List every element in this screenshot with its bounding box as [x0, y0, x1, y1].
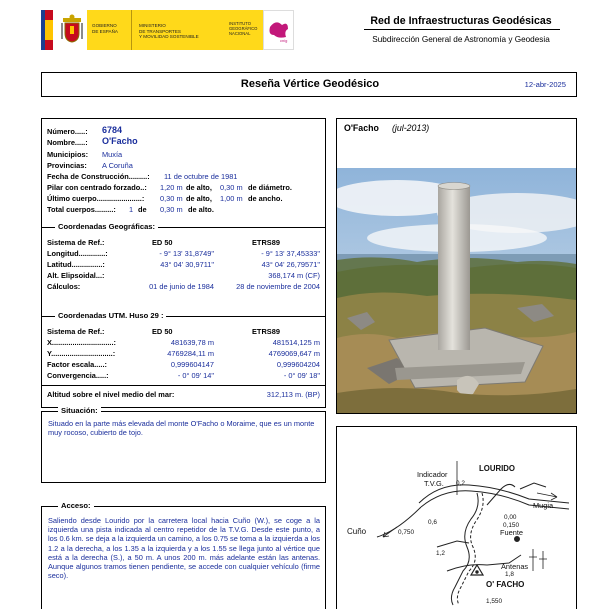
total-de-text: de	[138, 205, 147, 214]
ultimo-alto: 0,30 m	[160, 194, 183, 203]
geo-col-ed50: ED 50	[152, 238, 173, 247]
acceso-text: Saliendo desde Lourido por la carretera local hacia Cuño (W.), se coge a la izquierda una pista indicada al centro repetidor de la T.V.G. Desde este punto, a los 0.6 km. se deja a la izquierda un camino, a los 0.75 se toma a la izquierda a los 1.2 a la derecha, a los 1.35 a la izquierda y a los 1.55 se llega junto al vértice que está a la derecha (S.), a 50 m. A unos 200 m. más adelante están las antenas. Aunque algunos tramos tienen pendiente, se accede con cualquier vehículo (firme seco).	[48, 516, 320, 581]
provincias-value: A Coruña	[102, 161, 133, 170]
situacion-text: Situado en la parte más elevada del monte O'Facho o Moraime, que es un monte muy rocoso, cubierto de tojo.	[48, 419, 315, 438]
geo-sistema-label: Sistema de Ref.:	[47, 238, 105, 247]
convergencia-label: Convergencia.....:	[47, 371, 109, 380]
sketch-d0750: 0,750	[398, 529, 414, 536]
access-sketch	[337, 427, 576, 609]
utm-y-ed50: 4769284,11 m	[167, 349, 214, 358]
geo-col-etrs89: ETRS89	[252, 238, 280, 247]
sketch-d18: 1,8	[505, 571, 514, 578]
utm-y-label: Y..............................:	[47, 349, 116, 358]
municipios-value: Muxía	[102, 150, 123, 159]
ministry-line-3: Y MOVILIDAD SOSTENIBLE	[139, 34, 199, 40]
vertex-photo	[337, 168, 576, 413]
ultimo-alto-text: de alto,	[186, 194, 212, 203]
sketch-fuente: Fuente	[500, 528, 524, 537]
utm-x-label: X..............................:	[47, 338, 116, 347]
network-subtitle: Subdirección General de Astronomía y Geodesia	[372, 35, 550, 44]
latitud-etrs89: 43° 04' 26,79571"	[261, 260, 320, 269]
pilar-label: Pilar con centrado forzado..:	[47, 183, 147, 192]
fecha-label: Fecha de Construcción.........:	[47, 172, 150, 181]
calculos-label: Cálculos:	[47, 282, 81, 291]
sketch-tvg: T.V.G.	[424, 479, 444, 488]
gov-gobierno: GOBIERNO	[92, 23, 117, 28]
utm-col-ed50: ED 50	[152, 327, 173, 336]
institute-line-2: GEOGRÁFICO	[229, 26, 258, 32]
pilar-diametro-text: de diámetro.	[248, 183, 292, 192]
nombre-value: O'Facho	[102, 136, 138, 146]
spain-flag-icon	[41, 10, 53, 50]
ultimo-ancho-text: de ancho.	[248, 194, 283, 203]
calculos-ed50: 01 de junio de 1984	[149, 282, 214, 291]
report-date: 12-abr-2025	[524, 80, 566, 89]
longitud-etrs89: - 9° 13' 37,45333"	[261, 249, 320, 258]
report-title: Reseña Vértice Geodésico	[240, 78, 380, 90]
cnig-logo-text: cnig	[280, 38, 288, 43]
utm-y-etrs89: 4769069,647 m	[268, 349, 320, 358]
sketch-d0150: 0,150	[503, 522, 519, 529]
utm-section-title: Coordenadas UTM. Huso 29 :	[55, 311, 166, 320]
utm-col-etrs89: ETRS89	[252, 327, 280, 336]
alt-elipsoidal-etrs89: 368,174 m (CF)	[268, 271, 320, 280]
sketch-d12: 1,2	[436, 550, 445, 557]
ultimo-ancho: 1,00 m	[220, 194, 243, 203]
altitud-value: 312,113 m. (BP)	[266, 390, 320, 399]
ministry-line-1: MINISTERIO	[139, 23, 166, 28]
factor-escala-label: Factor escala.....:	[47, 360, 107, 369]
photo-vertex-name: O'Facho	[344, 123, 379, 133]
sketch-cuno: Cuño	[347, 527, 367, 536]
total-label: Total cuerpos.........:	[47, 205, 116, 214]
total-alto: 0,30 m	[160, 205, 183, 214]
sketch-indicador: Indicador	[417, 470, 448, 479]
sketch-antenas: Antenas	[501, 562, 529, 571]
numero-value: 6784	[102, 125, 123, 135]
municipios-label: Municipios:	[47, 150, 89, 159]
sketch-d06: 0,6	[428, 519, 437, 526]
convergencia-ed50: - 0° 09' 14"	[177, 371, 214, 380]
sketch-d1550: 1,550	[486, 598, 502, 605]
photo-date: (jul-2013)	[392, 123, 430, 133]
longitud-ed50: - 9° 13' 31,8749"	[159, 249, 214, 258]
pilar-alto-text: de alto,	[186, 183, 212, 192]
total-cuerpos: 1	[129, 205, 134, 214]
sketch-ofacho: O' FACHO	[486, 580, 525, 589]
latitud-ed50: 43° 04' 30,9711"	[160, 260, 214, 269]
alt-elipsoidal-label: Alt. Elipsoidal...:	[47, 271, 105, 280]
numero-label: Número.....:	[47, 127, 88, 136]
convergencia-etrs89: - 0° 09' 18"	[283, 371, 320, 380]
factor-escala-etrs89: 0,999604204	[276, 360, 320, 369]
longitud-label: Longitud.............:	[47, 249, 108, 258]
geo-section-title: Coordenadas Geográficas:	[55, 222, 158, 231]
institute-line-3: NACIONAL	[229, 31, 251, 37]
pilar-alto: 1,20 m	[160, 183, 183, 192]
network-title: Red de Infraestructuras Geodésicas	[370, 15, 552, 27]
acceso-section-title: Acceso:	[58, 501, 94, 510]
sketch-mugia: Mugia	[533, 501, 554, 510]
pilar-diametro: 0,30 m	[220, 183, 243, 192]
header-logos	[41, 8, 294, 54]
header-rule	[364, 29, 560, 30]
situacion-section-rule	[104, 411, 114, 412]
total-alto-text: de alto.	[188, 205, 214, 214]
report-title-box	[41, 72, 577, 97]
nombre-label: Nombre.....:	[47, 138, 88, 147]
sketch-d02: 0,2	[456, 480, 465, 487]
utm-sistema-label: Sistema de Ref.:	[47, 327, 105, 336]
institute-line-1: INSTITUTO	[229, 21, 252, 26]
factor-escala-ed50: 0,999604147	[170, 360, 214, 369]
fecha-value: 11 de octubre de 1981	[164, 172, 238, 181]
gov-espana: DE ESPAÑA	[92, 28, 118, 34]
provincias-label: Provincias:	[47, 161, 87, 170]
sketch-d000: 0,00	[504, 514, 517, 521]
altitud-label: Altitud sobre el nivel medio del mar:	[47, 390, 175, 399]
sketch-lourido: LOURIDO	[479, 464, 515, 473]
coat-of-arms-icon	[61, 14, 83, 44]
latitud-label: Latitud...............:	[47, 260, 105, 269]
ultimo-label: Último cuerpo......................:	[47, 194, 145, 203]
altitud-rule	[41, 385, 326, 386]
calculos-etrs89: 28 de noviembre de 2004	[236, 282, 320, 291]
situacion-section-title: Situación:	[58, 406, 101, 415]
cnig-logo-icon	[263, 10, 294, 50]
ministry-line-2: DE TRANSPORTES	[139, 28, 181, 34]
utm-x-etrs89: 481514,125 m	[272, 338, 320, 347]
utm-x-ed50: 481639,78 m	[170, 338, 214, 347]
